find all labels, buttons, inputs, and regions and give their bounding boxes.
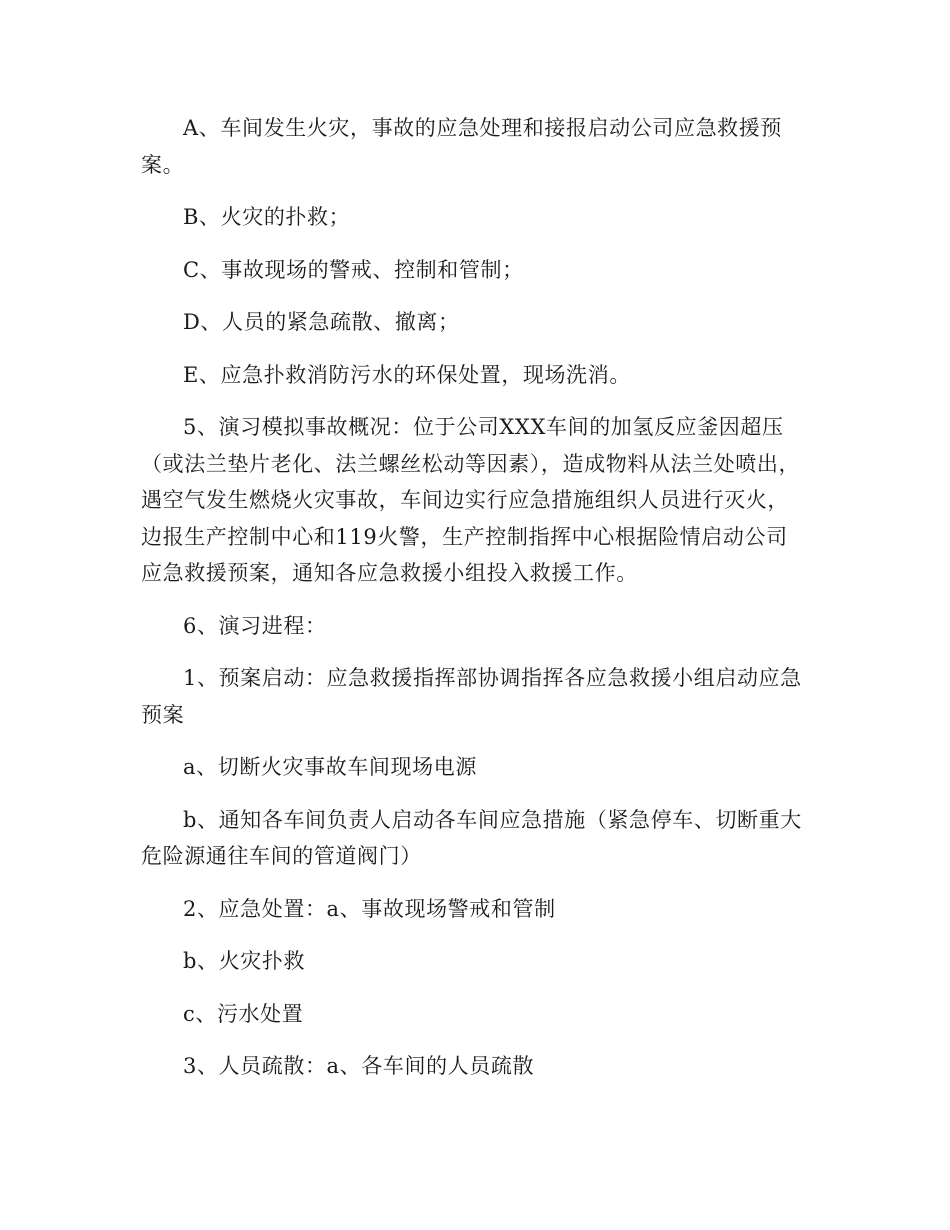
paragraph-scenario-overview: 5、演习模拟事故概况：位于公司XXX车间的加氢反应釜因超压（或法兰垫片老化、法兰螺丝松动等因素），造成物料从法兰处喷出，遇空气发生燃烧火灾事故，车间边实行应急措施组织人员进行灭火，边报生产控制中心和119火警，生产控制指挥中心根据险情启动公司应急救援预案，通知各应急救援小组投入救援工作。 (141, 415, 801, 585)
document-body (141, 110, 806, 1101)
paragraph-item-d: D、人员的紧急疏散、撤离； (183, 310, 460, 334)
paragraph-evacuation: 3、人员疏散：a、各车间的人员疏散 (183, 1054, 535, 1078)
paragraph-item-c: C、事故现场的警戒、控制和管制； (183, 257, 524, 282)
paragraph-notify-workshops: b、通知各车间负责人启动各车间应急措施（紧急停车、切断重大危险源通往车间的管道阀门） (141, 807, 802, 868)
paragraph-emergency-handling: 2、应急处置：a、事故现场警戒和管制 (183, 896, 556, 921)
paragraph-item-a: A、车间发生火灾，事故的应急处理和接报启动公司应急救援预案。 (141, 116, 782, 177)
paragraph-item-e: E、应急扑救消防污水的环保处置，现场洗消。 (183, 362, 631, 387)
paragraph-cut-power: a、切断火灾事故车间现场电源 (183, 755, 477, 779)
paragraph-plan-activation: 1、预案启动：应急救援指挥部协调指挥各应急救援小组启动应急预案 (141, 666, 802, 727)
paragraph-drill-progress-heading: 6、演习进程： (183, 613, 327, 638)
paragraph-fire-fighting: b、火灾扑救 (183, 949, 306, 973)
paragraph-sewage-handling: c、污水处置 (183, 1001, 304, 1026)
paragraph-item-b: B、火灾的扑救； (183, 205, 351, 229)
